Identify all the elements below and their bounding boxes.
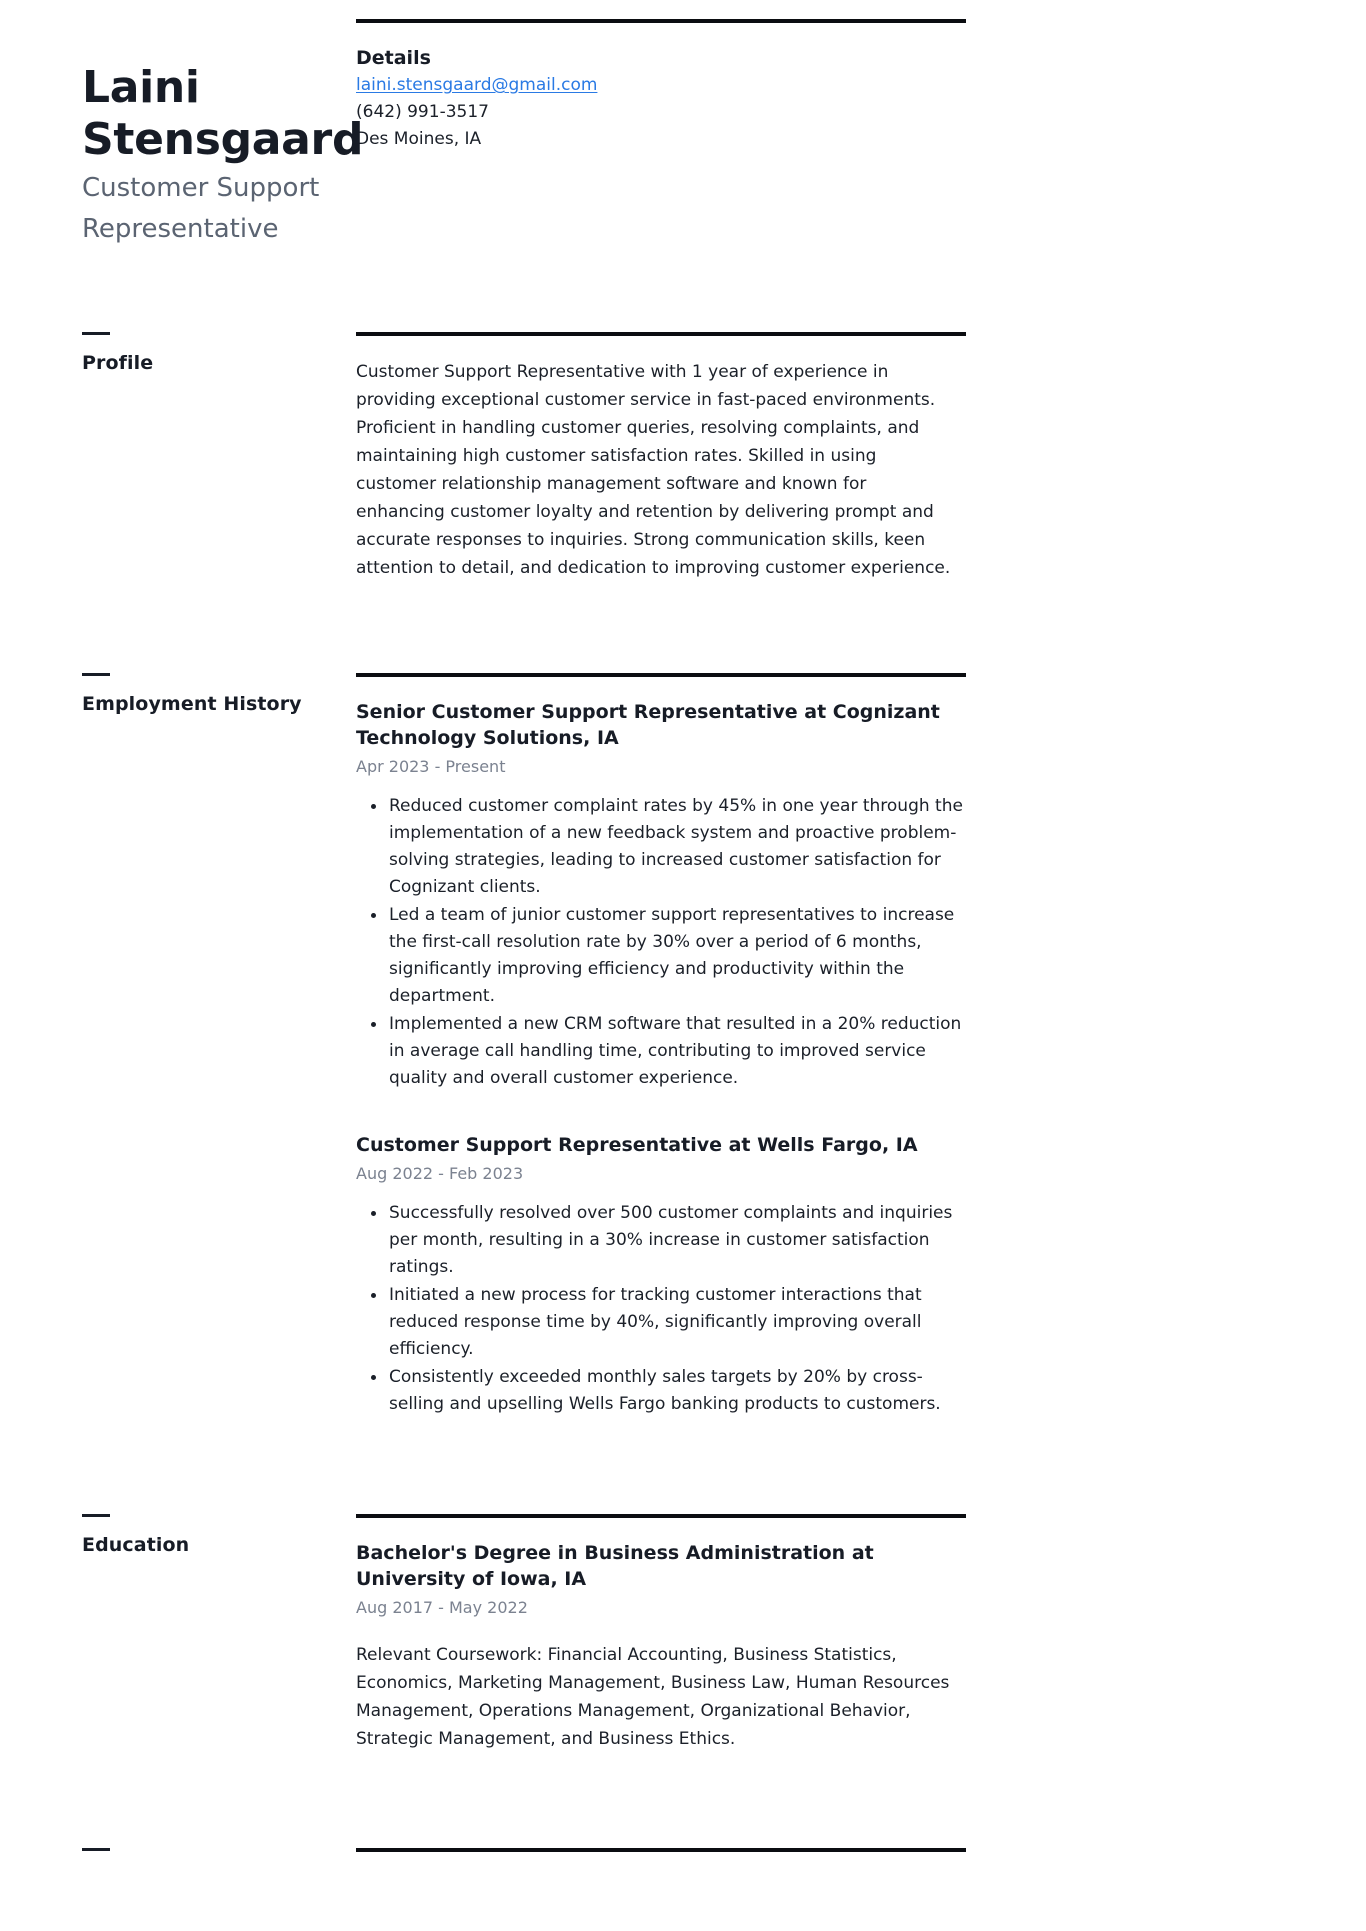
education-entry-title: Bachelor's Degree in Business Administration at University of Iowa, IA (356, 1542, 874, 1590)
employment-entry-title: Customer Support Representative at Wells Fargo, IA (356, 1134, 918, 1156)
details-section (356, 19, 1366, 153)
profile-row (0, 332, 1366, 582)
dash-marker-icon (82, 1514, 110, 1517)
dash-marker-icon (82, 1848, 110, 1851)
section-divider (356, 673, 966, 677)
job-title: Customer Support Representative (82, 173, 320, 244)
employment-entry (356, 699, 1046, 1092)
list-item: Initiated a new process for tracking customer interactions that reduced response time by 40%, significantly improving overall efficiency. (356, 1282, 968, 1363)
profile-text: Customer Support Representative with 1 year of experience in providing exceptional customer service in fast-paced environments. Proficient in handling customer queries, resolving complaints, and maintaining high customer satisfaction rates. Skilled in using customer relationship management software and known for enhancing customer loyalty and retention by delivering prompt and accurate responses to inquiries. Strong communication skills, keen attention to detail, and dedication to improving customer experience. (356, 362, 951, 578)
header-row (0, 0, 1366, 250)
header-left (0, 0, 364, 250)
next-section-content (356, 1848, 1366, 1874)
education-entry (356, 1540, 1046, 1753)
section-label-education: Education (82, 1534, 190, 1556)
location-text: Des Moines, IA (356, 129, 482, 149)
section-divider (356, 1848, 966, 1852)
education-entry-dates: Aug 2017 - May 2022 (356, 1598, 528, 1617)
profile-content (356, 332, 1366, 582)
page-title: Laini Stensgaard (82, 62, 364, 165)
section-label-profile: Profile (82, 352, 154, 374)
employment-entry-bullets (356, 1200, 968, 1418)
section-divider (356, 332, 966, 336)
employment-row (0, 673, 1366, 1419)
employment-entry-dates: Aug 2022 - Feb 2023 (356, 1164, 524, 1183)
list-item: Successfully resolved over 500 customer complaints and inquiries per month, resulting in a 30% increase in customer satisfaction ratings. (356, 1200, 968, 1281)
next-section-label-col (0, 1848, 356, 1867)
education-row (0, 1514, 1366, 1753)
list-item: Reduced customer complaint rates by 45% in one year through the implementation of a new feedback system and proactive problem-solving strategies, leading to increased customer satisfaction for Cognizant clients. (356, 793, 968, 901)
phone-number: (642) 991-3517 (356, 102, 489, 122)
employment-content (356, 673, 1366, 1419)
list-item: Led a team of junior customer support representatives to increase the first-call resolution rate by 30% over a period of 6 months, significantly improving efficiency and productivity within the department. (356, 902, 968, 1010)
section-label-employment: Employment History (82, 693, 302, 715)
education-label-col (0, 1514, 356, 1557)
education-entry-text: Relevant Coursework: Financial Accounting, Business Statistics, Economics, Marketing Management, Business Law, Human Resources Management, Operations Management, Organizational Behavior, Strategic Management, and Business Ethics. (356, 1645, 950, 1749)
dash-marker-icon (82, 332, 110, 335)
profile-label-col (0, 332, 356, 375)
dash-marker-icon (82, 673, 110, 676)
details-heading: Details (356, 47, 431, 69)
email-link[interactable]: laini.stensgaard@gmail.com (356, 75, 598, 95)
next-section-row (0, 1848, 1366, 1874)
employment-entry-title: Senior Customer Support Representative at Cognizant Technology Solutions, IA (356, 701, 940, 749)
section-divider (356, 19, 966, 23)
list-item: Implemented a new CRM software that resulted in a 20% reduction in average call handling time, contributing to improved service quality and overall customer experience. (356, 1011, 968, 1092)
employment-label-col (0, 673, 356, 716)
employment-entry-dates: Apr 2023 - Present (356, 757, 506, 776)
employment-entry-bullets (356, 793, 968, 1092)
employment-entry (356, 1132, 1046, 1418)
education-content (356, 1514, 1366, 1753)
list-item: Consistently exceeded monthly sales targets by 20% by cross-selling and upselling Wells Fargo banking products to customers. (356, 1364, 968, 1418)
section-divider (356, 1514, 966, 1518)
